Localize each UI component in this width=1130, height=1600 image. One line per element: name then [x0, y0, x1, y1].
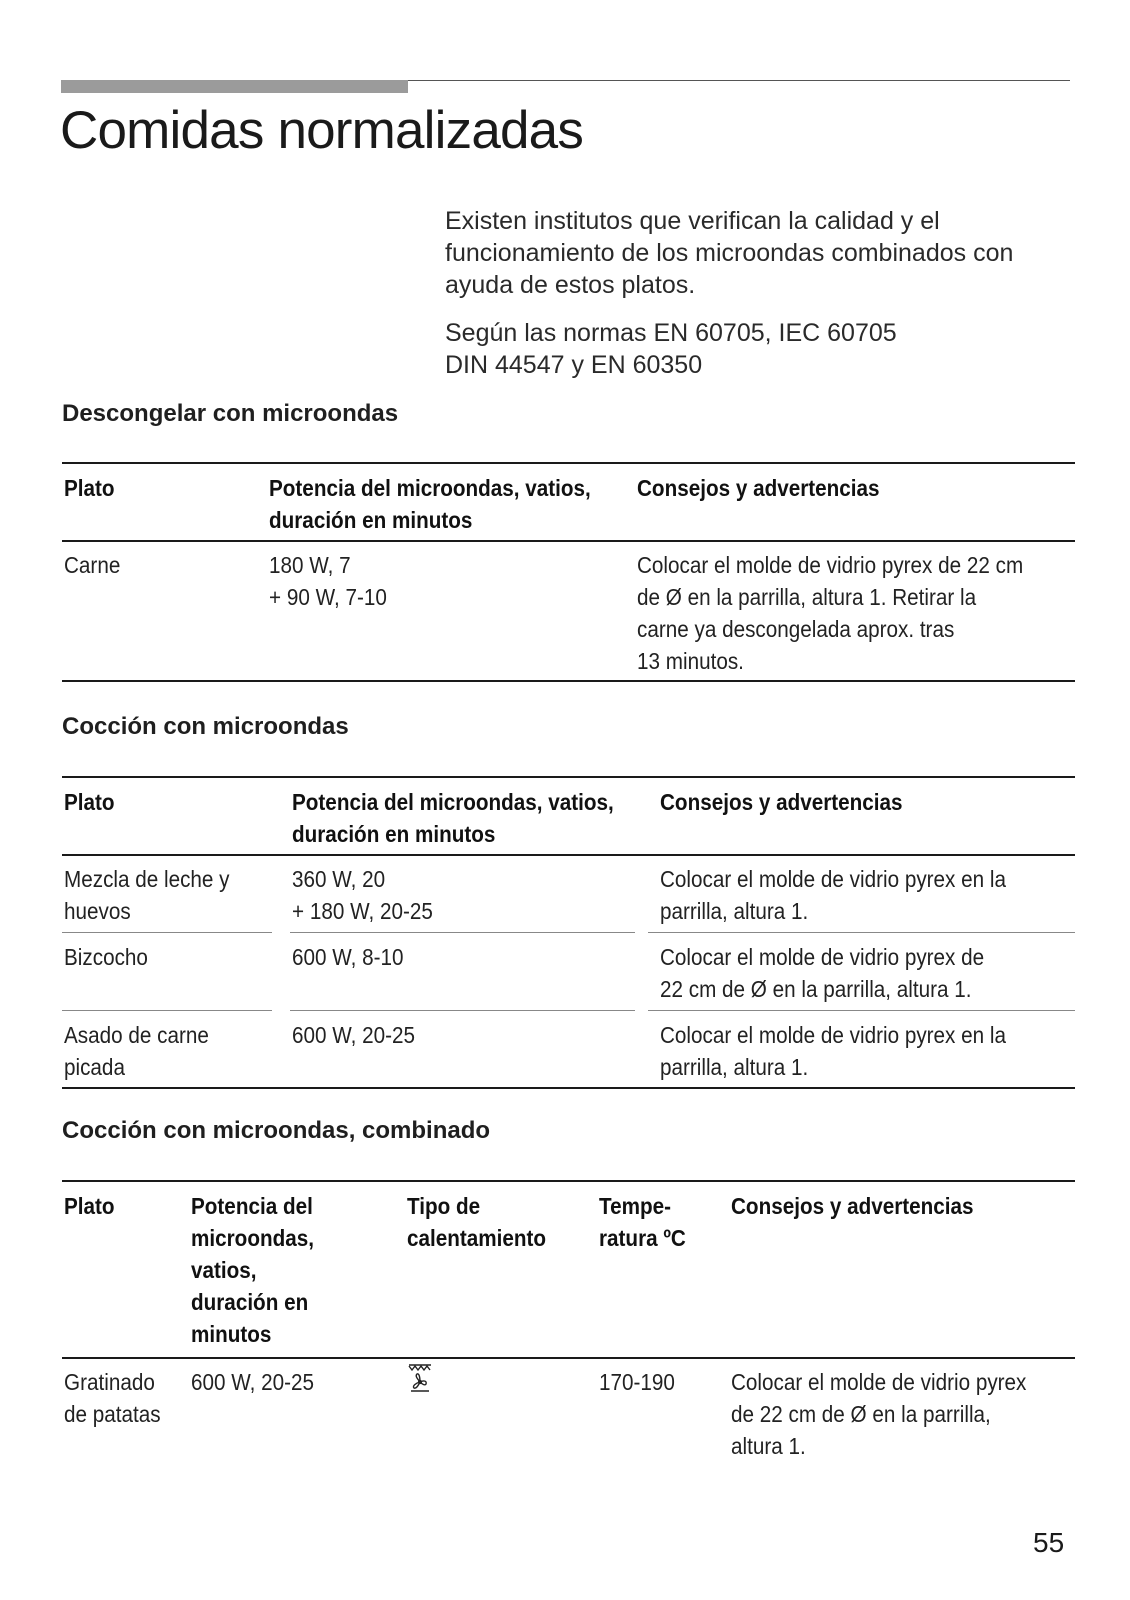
table-header-rule [62, 540, 1075, 542]
header-consejos: Consejos y advertencias [660, 789, 903, 815]
cell-plato: Asado de carne picada [64, 1022, 209, 1080]
cell-consejos: Colocar el molde de vidrio pyrex en la parrilla, altura 1. [660, 1022, 1006, 1080]
cell-plato: Bizcocho [64, 944, 148, 970]
table-top-rule [62, 462, 1075, 464]
cell-consejos: Colocar el molde de vidrio pyrex de 22 cm de Ø en la parrilla, altura 1. Retirar la carne ya descongelada aprox. tras 13 minutos. [637, 552, 1024, 674]
row-divider [648, 932, 1075, 933]
table-bottom-rule [62, 1087, 1075, 1089]
intro-paragraph-1: Existen institutos que verifican la calidad y el funcionamiento de los microondas combinados con ayuda de estos platos. [445, 207, 1014, 299]
grill-fan-heating-icon [408, 1364, 432, 1392]
cell-consejos: Colocar el molde de vidrio pyrex de 22 cm de Ø en la parrilla, altura 1. [660, 944, 985, 1002]
header-consejos: Consejos y advertencias [637, 475, 880, 501]
page-title: Comidas normalizadas [60, 101, 584, 160]
cell-potencia: 180 W, 7 + 90 W, 7-10 [269, 552, 387, 610]
row-divider [62, 1010, 272, 1011]
cell-consejos: Colocar el molde de vidrio pyrex de 22 cm de Ø en la parrilla, altura 1. [731, 1369, 1027, 1459]
cell-plato: Mezcla de leche y huevos [64, 866, 230, 924]
section-title-coccion: Cocción con microondas [62, 713, 349, 740]
cell-plato: Carne [64, 552, 121, 578]
section-title-descongelar: Descongelar con microondas [62, 400, 399, 427]
cell-potencia: 600 W, 8-10 [292, 944, 404, 970]
row-divider [290, 932, 635, 933]
header-plato: Plato [64, 789, 115, 815]
header-potencia: Potencia del microondas, vatios, duración en minutos [269, 475, 591, 533]
cell-potencia: 360 W, 20 + 180 W, 20-25 [292, 866, 433, 924]
intro-paragraph-2: Según las normas EN 60705, IEC 60705 DIN 44547 y EN 60350 [445, 319, 897, 379]
intro-text [445, 205, 1085, 397]
cell-consejos: Colocar el molde de vidrio pyrex en la parrilla, altura 1. [660, 866, 1006, 924]
page-number: 55 [1033, 1527, 1065, 1558]
header-plato: Plato [64, 1193, 115, 1219]
row-divider [62, 932, 272, 933]
row-divider [648, 1010, 1075, 1011]
header-potencia: Potencia del microondas, vatios, duración en minutos [292, 789, 614, 847]
table-top-rule [62, 776, 1075, 778]
table-header-rule [62, 854, 1075, 856]
table-top-rule [62, 1180, 1075, 1182]
row-divider [290, 1010, 635, 1011]
cell-potencia: 600 W, 20-25 [191, 1369, 315, 1395]
table-bottom-rule [62, 680, 1075, 682]
header-rule [408, 80, 1070, 81]
header-potencia: Potencia del microondas, vatios, duración en minutos [191, 1193, 314, 1347]
section-title-combinado: Cocción con microondas, combinado [62, 1117, 491, 1144]
header-gray-bar [61, 80, 408, 93]
header-temperatura: Tempe- ratura ºC [599, 1193, 686, 1251]
header-plato: Plato [64, 475, 115, 501]
cell-plato: Gratinado de patatas [64, 1369, 161, 1427]
header-tipo-calentamiento: Tipo de calentamiento [407, 1193, 547, 1251]
cell-temperatura: 170-190 [599, 1369, 675, 1395]
cell-potencia: 600 W, 20-25 [292, 1022, 416, 1048]
table-header-rule [62, 1357, 1075, 1359]
header-consejos: Consejos y advertencias [731, 1193, 974, 1219]
